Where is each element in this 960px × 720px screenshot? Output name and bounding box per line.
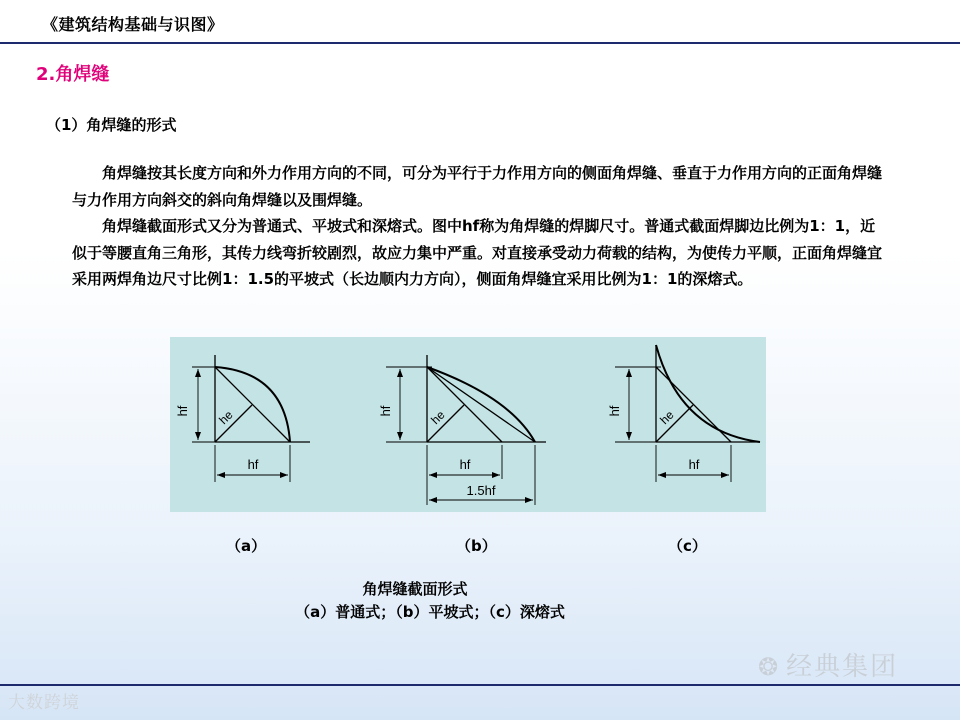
- figure-label-c: （c）: [668, 537, 707, 555]
- figure-caption-detail: （a）普通式；（b）平坡式；（c）深熔式: [295, 603, 565, 621]
- weld-diagrams: [170, 337, 766, 512]
- dim-hf-vertical-a: hf: [175, 405, 190, 417]
- body-text: [72, 160, 890, 293]
- dim-he-b: he: [428, 407, 448, 428]
- header-title: 《建筑结构基础与识图》: [42, 15, 224, 34]
- footer-divider: [0, 684, 960, 686]
- dim-hf-horizontal-b: hf: [459, 457, 471, 472]
- figure-label-b: （b）: [456, 537, 497, 555]
- paragraph-2: 角焊缝截面形式又分为普通式、平坡式和深熔式。图中hf称为角焊缝的焊脚尺寸。普通式截面焊脚边比例为1：1，近似于等腰直角三角形，其传力线弯折较剧烈，故应力集中严重。对直接承受动力荷载的结构，为使传力平顺，正面角焊缝宜采用两焊角边尺寸比例1：1.5的平坡式（长边顺内力方向），侧面角焊缝宜采用比例为1：1的深熔式。: [72, 217, 883, 288]
- dim-hf-horizontal-a: hf: [247, 457, 259, 472]
- paragraph-1: 角焊缝按其长度方向和外力作用方向的不同，可分为平行于力作用方向的侧面角焊缝、垂直于力作用方向的正面角焊缝与力作用方向斜交的斜向角焊缝以及围焊缝。: [72, 164, 883, 209]
- watermark-left: 大数跨境: [8, 693, 80, 713]
- section-title: 2.角焊缝: [36, 64, 110, 85]
- figure-caption-title: 角焊缝截面形式: [362, 580, 468, 598]
- dim-hf-vertical-b: hf: [378, 405, 393, 417]
- weld-section-figure: [170, 337, 766, 512]
- wechat-icon: ❂: [758, 653, 781, 681]
- dim-1-5hf-b: 1.5hf: [466, 483, 496, 498]
- subsection-title: （1）角焊缝的形式: [46, 116, 177, 134]
- dim-hf-vertical-c: hf: [607, 405, 622, 417]
- diagram-c: [615, 345, 760, 482]
- dim-hf-horizontal-c: hf: [688, 457, 700, 472]
- header-divider: [0, 42, 960, 44]
- watermark-right: [758, 646, 898, 683]
- dim-he-a: he: [216, 407, 236, 428]
- watermark-right-text: 经典集团: [786, 652, 899, 682]
- figure-label-a: （a）: [226, 537, 267, 555]
- dim-he-c: he: [657, 407, 677, 428]
